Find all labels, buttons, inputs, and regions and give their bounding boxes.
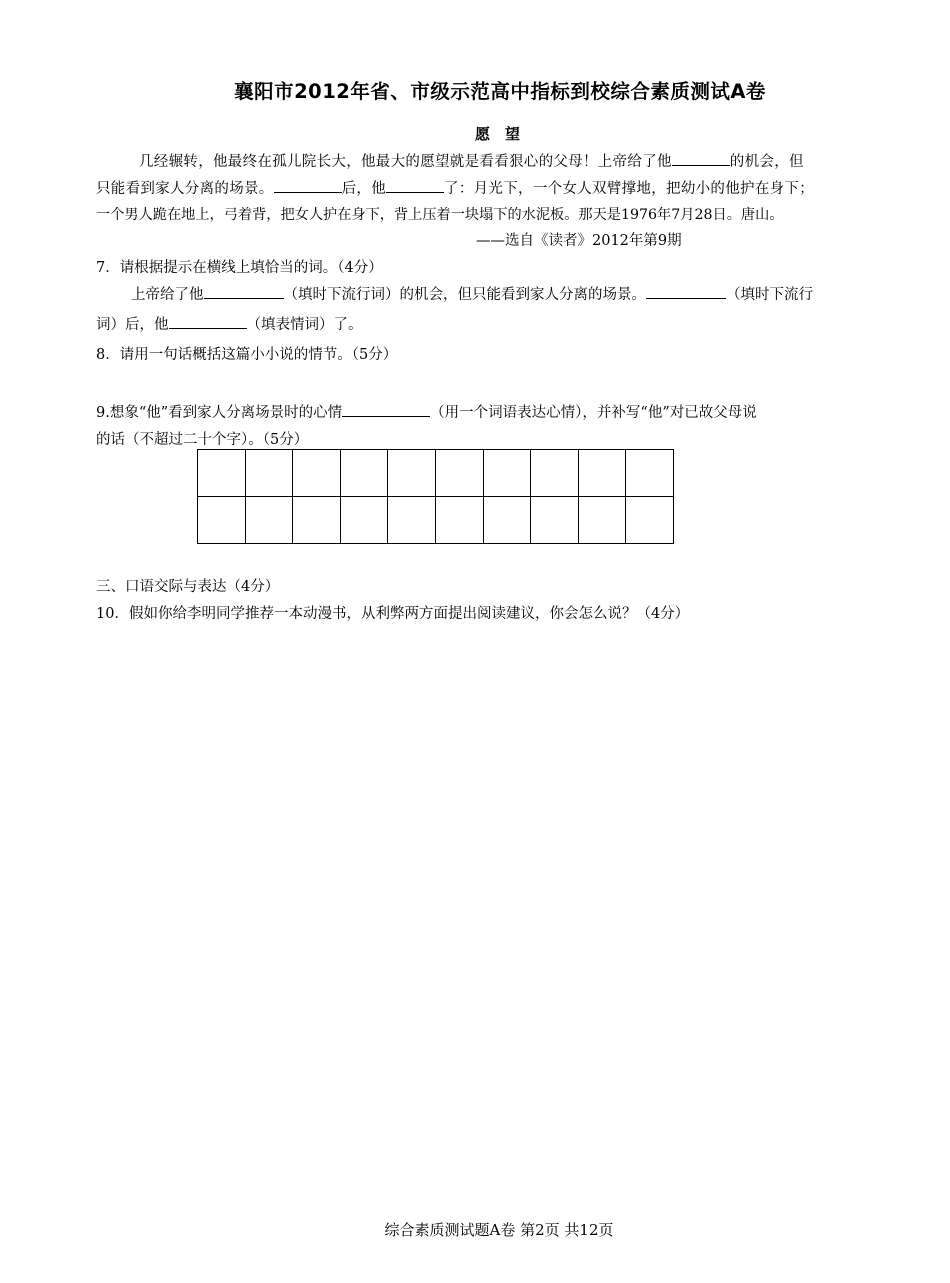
- exam-title: 襄阳市2012年省、市级示范高中指标到校综合素质测试A卷: [234, 80, 766, 103]
- q9-blank: [342, 402, 430, 417]
- question-7-line-1: [131, 283, 813, 304]
- answer-grid-row: [198, 497, 674, 544]
- answer-cell[interactable]: [388, 497, 436, 544]
- passage-paragraph-line-1: [139, 150, 804, 171]
- question-7-line-2: [96, 313, 363, 334]
- answer-cell[interactable]: [578, 497, 626, 544]
- passage-text: 的机会，但: [729, 154, 804, 170]
- q7-blank-2: [646, 284, 726, 299]
- answer-cell[interactable]: [435, 450, 483, 497]
- q9-text: （用一个词语表达心情），并补写“他”对已故父母说: [430, 405, 757, 421]
- answer-cell[interactable]: [340, 497, 388, 544]
- q7-text: （填时下流行词）的机会，但只能看到家人分离的场景。: [283, 287, 646, 303]
- passage-blank-2: [274, 178, 342, 193]
- answer-cell[interactable]: [435, 497, 483, 544]
- answer-cell[interactable]: [245, 497, 293, 544]
- answer-grid: [197, 449, 674, 544]
- answer-cell[interactable]: [293, 497, 341, 544]
- passage-blank-1: [672, 151, 730, 166]
- question-7-prompt: 7．请根据提示在横线上填恰当的词。（4分）: [96, 260, 383, 276]
- question-10-prompt: 10．假如你给李明同学推荐一本动漫书，从利弊两方面提出阅读建议，你会怎么说？（4分）: [96, 606, 690, 622]
- section-3-title: 三、口语交际与表达: [96, 579, 227, 595]
- section-3-points: （4分）: [226, 579, 280, 595]
- question-9-line-1: [96, 401, 757, 422]
- answer-cell[interactable]: [483, 497, 531, 544]
- answer-cell[interactable]: [626, 497, 674, 544]
- answer-cell[interactable]: [531, 450, 579, 497]
- passage-text: 了：月光下，一个女人双臂撑地，把幼小的他护在身下；: [444, 181, 815, 197]
- q9-text: 9.想象“他”看到家人分离场景时的心情: [96, 405, 343, 421]
- q7-text: （填表情词）了。: [246, 317, 363, 333]
- passage-text: 几经辗转，他最终在孤儿院长大，他最大的愿望就是看看狠心的父母！上帝给了他: [139, 154, 672, 170]
- q7-text: 词）后，他: [96, 317, 169, 333]
- passage-blank-3: [386, 178, 444, 193]
- question-8-prompt: 8．请用一句话概括这篇小小说的情节。（5分）: [96, 347, 398, 363]
- section-3-heading: [96, 575, 279, 596]
- passage-paragraph-line-3: 一个男人跪在地上，弓着背，把女人护在身下，背上压着一块塌下的水泥板。那天是1976年7月28日。唐山。: [96, 207, 784, 223]
- answer-cell[interactable]: [578, 450, 626, 497]
- page-footer: 综合素质测试题A卷 第2页 共12页: [384, 1221, 614, 1239]
- passage-paragraph-line-2: [96, 177, 814, 198]
- answer-cell[interactable]: [388, 450, 436, 497]
- answer-cell[interactable]: [293, 450, 341, 497]
- answer-cell[interactable]: [483, 450, 531, 497]
- passage-source: ——选自《读者》2012年第9期: [476, 233, 682, 249]
- question-9-line-2: 的话（不超过二十个字）。（5分）: [96, 432, 309, 448]
- answer-cell[interactable]: [340, 450, 388, 497]
- passage-title: 愿 望: [474, 125, 520, 143]
- answer-grid-row: [198, 450, 674, 497]
- q7-text: （填时下流行: [726, 287, 813, 303]
- answer-cell[interactable]: [245, 450, 293, 497]
- answer-cell[interactable]: [626, 450, 674, 497]
- q7-blank-3: [169, 314, 247, 329]
- passage-text: 后，他: [341, 181, 387, 197]
- q7-text: 上帝给了他: [131, 287, 204, 303]
- answer-cell[interactable]: [198, 497, 246, 544]
- answer-cell[interactable]: [531, 497, 579, 544]
- q7-blank-1: [204, 284, 284, 299]
- passage-text: 只能看到家人分离的场景。: [96, 181, 274, 197]
- answer-cell[interactable]: [198, 450, 246, 497]
